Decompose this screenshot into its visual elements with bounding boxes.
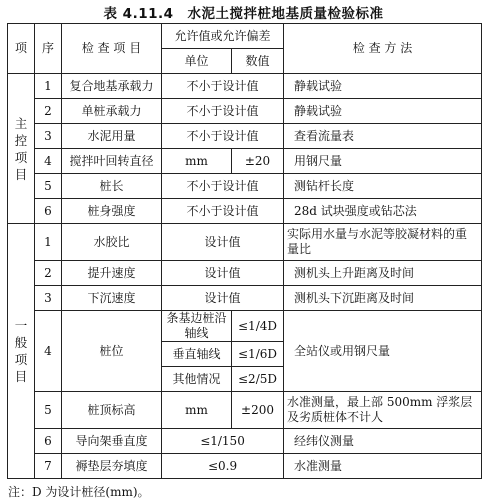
row-seq: 2 xyxy=(35,261,62,286)
table-row xyxy=(8,286,482,311)
row-allowance: 不小于设计值 xyxy=(162,99,284,124)
row-seq: 6 xyxy=(35,429,62,454)
header-check-item: 检 查 项 目 xyxy=(62,24,162,74)
header-seq: 序 xyxy=(35,24,62,74)
row-seq: 5 xyxy=(35,392,62,429)
row-item: 提升速度 xyxy=(62,261,162,286)
header-row xyxy=(8,24,482,49)
header-item: 项 xyxy=(8,24,35,74)
row-allowance: 设计值 xyxy=(162,261,284,286)
row-method: 实际用水量与水泥等胶凝材料的重量比 xyxy=(284,224,482,261)
row-item: 复合地基承载力 xyxy=(62,74,162,99)
row-allowance: ≤1/150 xyxy=(162,429,284,454)
table-note: 注：D 为设计桩径(mm)。 xyxy=(8,485,150,499)
table-row xyxy=(8,429,482,454)
table-row xyxy=(8,392,482,429)
sub-value: ≤2/5D xyxy=(232,367,284,392)
row-seq: 5 xyxy=(35,174,62,199)
row-method: 测机头上升距离及时间 xyxy=(284,261,482,286)
table-row xyxy=(8,454,482,479)
row-unit: mm xyxy=(162,149,232,174)
row-seq: 4 xyxy=(35,311,62,392)
table-row xyxy=(8,311,482,342)
row-allowance: 不小于设计值 xyxy=(162,199,284,224)
header-allowance: 允许值或允许偏差 xyxy=(162,24,284,49)
table-row xyxy=(8,99,482,124)
row-item: 搅拌叶回转直径 xyxy=(62,149,162,174)
table-row xyxy=(8,74,482,99)
row-item: 单桩承载力 xyxy=(62,99,162,124)
sub-value: ≤1/4D xyxy=(232,311,284,342)
row-item: 桩身强度 xyxy=(62,199,162,224)
row-item: 桩顶标高 xyxy=(62,392,162,429)
category-main-control: 主 控 项 目 xyxy=(8,74,35,224)
row-method: 全站仪或用钢尺量 xyxy=(284,311,482,392)
row-unit: mm xyxy=(162,392,232,429)
row-item: 下沉速度 xyxy=(62,286,162,311)
row-method: 水准测量 xyxy=(284,454,482,479)
row-allowance: 不小于设计值 xyxy=(162,74,284,99)
table-row xyxy=(8,149,482,174)
sub-value: ≤1/6D xyxy=(232,342,284,367)
row-method: 测钻杆长度 xyxy=(284,174,482,199)
row-method: 查看流量表 xyxy=(284,124,482,149)
table-row xyxy=(8,199,482,224)
table-row xyxy=(8,261,482,286)
row-item: 导向架垂直度 xyxy=(62,429,162,454)
header-value: 数值 xyxy=(232,49,284,74)
row-item: 水胶比 xyxy=(62,224,162,261)
row-method: 用钢尺量 xyxy=(284,149,482,174)
table-row xyxy=(8,174,482,199)
row-method: 静载试验 xyxy=(284,99,482,124)
row-method: 水准测量，最上部 500mm 浮浆层及劣质桩体不计人 xyxy=(284,392,482,429)
row-value: ±20 xyxy=(232,149,284,174)
row-allowance: 不小于设计值 xyxy=(162,174,284,199)
row-allowance: 设计值 xyxy=(162,224,284,261)
row-seq: 6 xyxy=(35,199,62,224)
row-seq: 7 xyxy=(35,454,62,479)
row-item: 桩位 xyxy=(62,311,162,392)
row-allowance: 不小于设计值 xyxy=(162,124,284,149)
header-unit: 单位 xyxy=(162,49,232,74)
category-general: 一 般 项 目 xyxy=(8,224,35,479)
row-seq: 3 xyxy=(35,286,62,311)
row-seq: 3 xyxy=(35,124,62,149)
sub-label: 条基边桩沿轴线 xyxy=(162,311,232,342)
row-item: 褥垫层夯填度 xyxy=(62,454,162,479)
header-method: 检 查 方 法 xyxy=(284,24,482,74)
table-row xyxy=(8,124,482,149)
sub-label: 垂直轴线 xyxy=(162,342,232,367)
row-item: 桩长 xyxy=(62,174,162,199)
sub-label: 其他情况 xyxy=(162,367,232,392)
row-method: 测机头下沉距离及时间 xyxy=(284,286,482,311)
row-method: 静载试验 xyxy=(284,74,482,99)
row-method: 经纬仪测量 xyxy=(284,429,482,454)
row-method: 28d 试块强度或钻芯法 xyxy=(284,199,482,224)
row-value: ±200 xyxy=(232,392,284,429)
row-item: 水泥用量 xyxy=(62,124,162,149)
table-title: 表 4.11.4 水泥土搅拌桩地基质量检验标准 xyxy=(103,6,384,22)
row-seq: 1 xyxy=(35,74,62,99)
row-allowance: ≤0.9 xyxy=(162,454,284,479)
quality-standard-table xyxy=(7,23,482,479)
table-row xyxy=(8,224,482,261)
row-allowance: 设计值 xyxy=(162,286,284,311)
row-seq: 4 xyxy=(35,149,62,174)
row-seq: 1 xyxy=(35,224,62,261)
row-seq: 2 xyxy=(35,99,62,124)
